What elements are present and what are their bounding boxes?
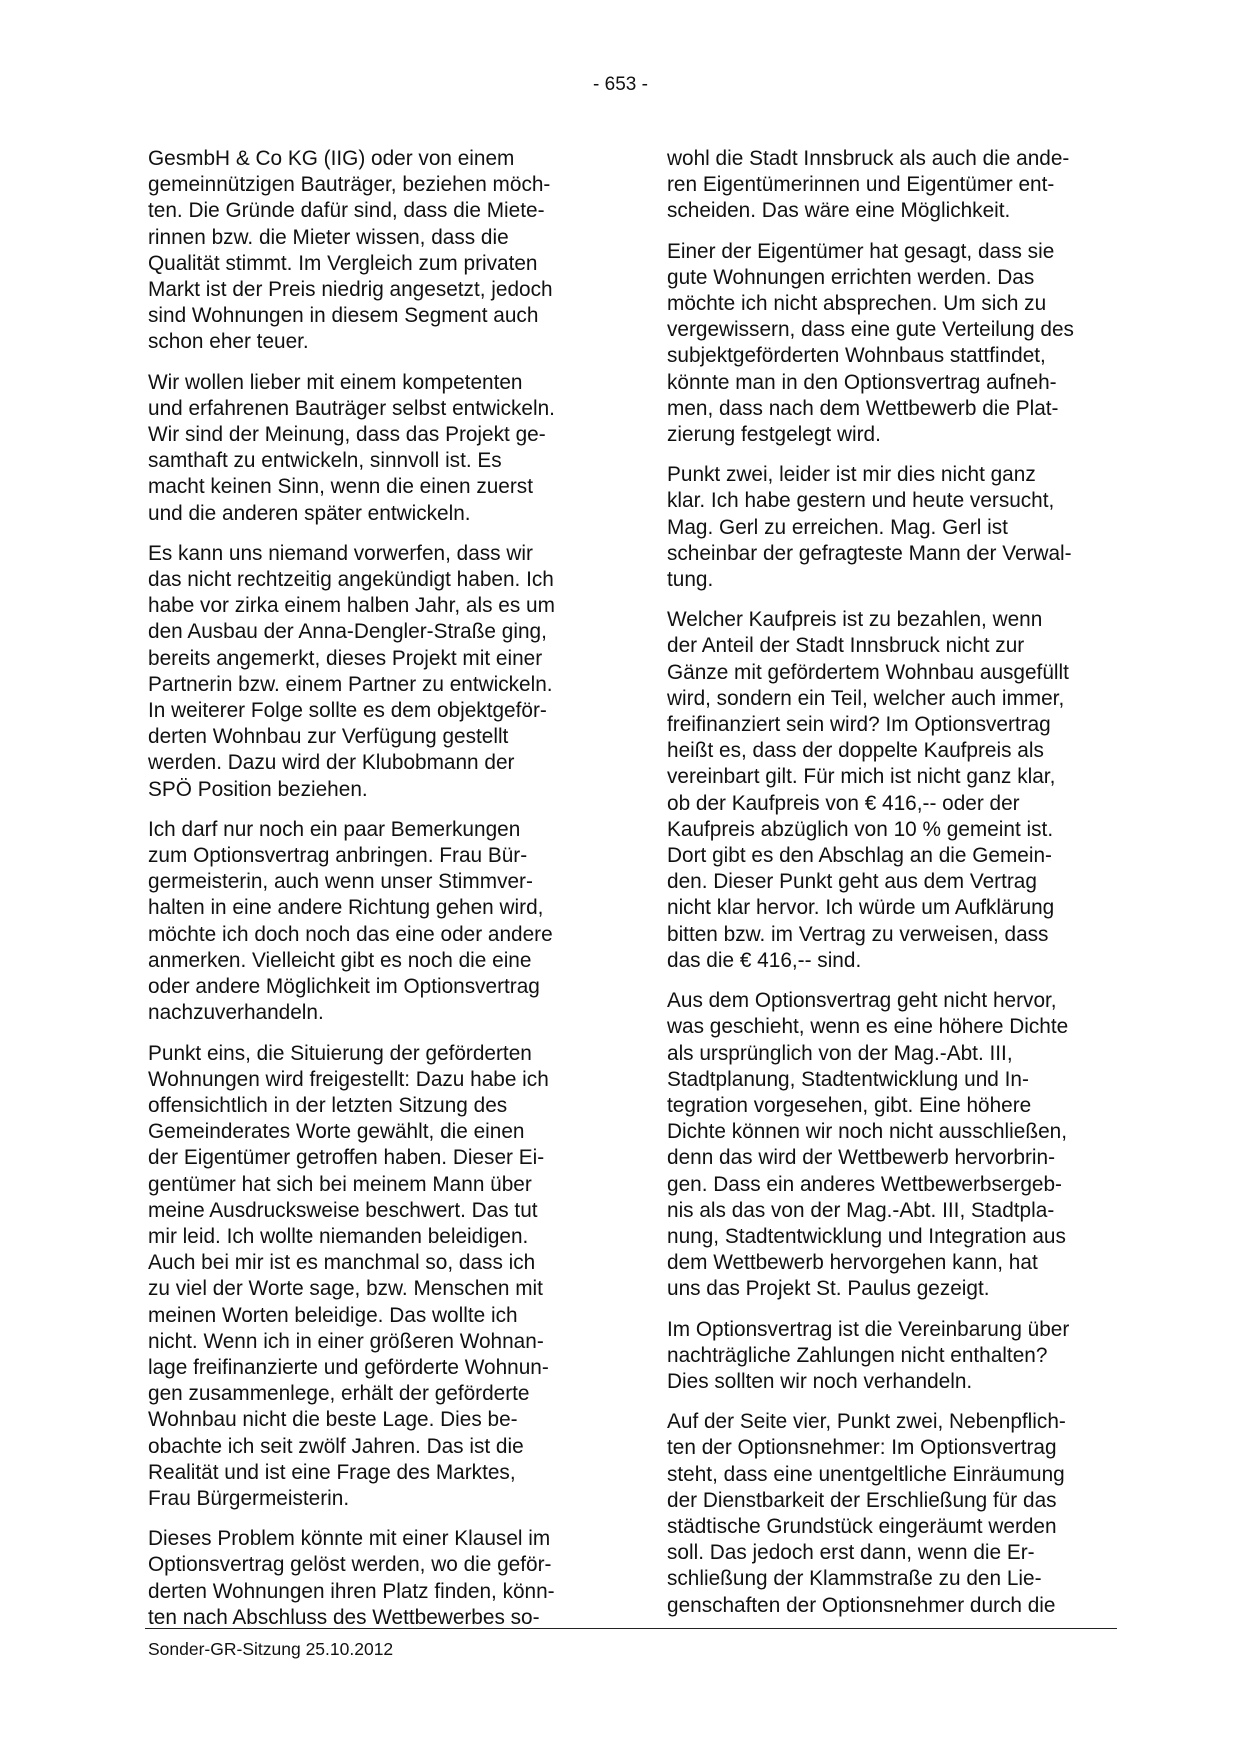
page-number: - 653 - (593, 74, 648, 95)
paragraph: wohl die Stadt Innsbruck als auch die ande- ren Eigentümerinnen und Eigentümer ent- scheiden. Das wäre eine Möglichkeit. (667, 147, 1070, 223)
paragraph: Im Optionsvertrag ist die Vereinbarung über nachträgliche Zahlungen nicht enthalten? Dies sollten wir noch verhandeln. (667, 1317, 1070, 1393)
paragraph: Auf der Seite vier, Punkt zwei, Nebenpflich- ten der Optionsnehmer: Im Optionsvertrag steht, dass eine unentgeltliche Einräumung der Dienstbarkeit der Erschließung für das städtische Grundstück eingeräumt werden soll. Das jedoch erst dann, wenn die Er- schließung der Klammstraße zu den Lie- genschaften der Optionsnehmer durch die (667, 1410, 1066, 1617)
paragraph: Es kann uns niemand vorwerfen, dass wir das nicht rechtzeitig angekündigt haben. Ich habe vor zirka einem halben Jahr, als es um den Ausbau der Anna-Dengler-Straße ging, bereits angemerkt, dieses Projekt mit einer Partnerin bzw. einem Partner zu entwickeln. In weiterer Folge sollte es dem objektgeför- derten Wohnbau zur Verfügung gestellt werden. Dazu wird der Klubobmann der SPÖ Position beziehen. (148, 541, 555, 801)
paragraph: Wir wollen lieber mit einem kompetenten und erfahrenen Bauträger selbst entwickeln. Wir sind der Meinung, dass das Projekt ge- samthaft zu entwickeln, sinnvoll ist. Es macht keinen Sinn, wenn die einen zuerst und die anderen später entwickeln. (148, 370, 555, 525)
paragraph: Punkt zwei, leider ist mir dies nicht ganz klar. Ich habe gestern und heute versucht, Mag. Gerl zu erreichen. Mag. Gerl ist scheinbar der gefragteste Mann der Verwal- tung. (667, 463, 1072, 592)
footer-divider (145, 1628, 1117, 1629)
paragraph: Ich darf nur noch ein paar Bemerkungen zum Optionsvertrag anbringen. Frau Bür- germeisterin, auch wenn unser Stimmver- halten in eine andere Richtung gehen wird, möchte ich doch noch das eine oder andere anmerken. Vielleicht gibt es noch die eine oder andere Möglichkeit im Optionsvertrag nachzuverhandeln. (148, 817, 553, 1025)
right-column (667, 146, 1129, 1619)
paragraph: Punkt eins, die Situierung der geförderten Wohnungen wird freigestellt: Dazu habe ich offensichtlich in der letzten Sitzung des Gemeinderates Worte gewählt, die einen der Eigentümer getroffen haben. Dieser Ei- gentümer hat sich bei meinem Mann über meine Ausdrucksweise beschwert. Das tut mir leid. Ich wollte niemanden beleidigen. Auch bei mir ist es manchmal so, dass ich zu viel der Worte sage, bzw. Menschen mit meinen Worten beleidige. Das wollte ich nicht. Wenn ich in einer größeren Wohnan- lage freifinanzierte und geförderte Wohnun- gen zusammenlege, erhält der geförderte Wohnbau nicht die beste Lage. Dies be- obachte ich seit zwölf Jahren. Das ist die Realität und ist eine Frage des Marktes, Frau Bürgermeisterin. (148, 1041, 549, 1510)
footer-session-label: Sonder-GR-Sitzung 25.10.2012 (148, 1639, 394, 1659)
paragraph: Aus dem Optionsvertrag geht nicht hervor, was geschieht, wenn es eine höhere Dichte als ursprünglich von der Mag.-Abt. III, Stadtplanung, Stadtentwicklung und In- tegration vorgesehen, gibt. Eine höhere Dichte können wir noch nicht ausschließen, denn das wird der Wettbewerb hervorbrin- gen. Dass ein anderes Wettbewerbsergeb- nis als das von der Mag.-Abt. III, Stadtpla- nung, Stadtentwicklung und Integration aus dem Wettbewerb hervorgehen kann, hat uns das Projekt St. Paulus gezeigt. (667, 989, 1069, 1301)
paragraph: Einer der Eigentümer hat gesagt, dass sie gute Wohnungen errichten werden. Das möchte ich nicht absprechen. Um sich zu vergewissern, dass eine gute Verteilung des subjektgeförderten Wohnbaus stattfindet, könnte man in den Optionsvertrag aufneh- men, dass nach dem Wettbewerb die Plat- zierung festgelegt wird. (667, 239, 1074, 447)
left-column (148, 146, 608, 1631)
paragraph: GesmbH & Co KG (IIG) oder von einem gemeinnützigen Bauträger, beziehen möch- ten. Die Gründe dafür sind, dass die Miete- rinnen bzw. die Mieter wissen, dass die Qualität stimmt. Im Vergleich zum privaten Markt ist der Preis niedrig angesetzt, jedoch sind Wohnungen in diesem Segment auch schon eher teuer. (148, 147, 553, 354)
paragraph: Welcher Kaufpreis ist zu bezahlen, wenn der Anteil der Stadt Innsbruck nicht zur Gänze mit gefördertem Wohnbau ausgefüllt wird, sondern ein Teil, welcher auch immer, freifinanziert sein wird? Im Optionsvertrag heißt es, dass der doppelte Kaufpreis als vereinbart gilt. Für mich ist nicht ganz klar, ob der Kaufpreis von € 416,-- oder der Kaufpreis abzüglich von 10 % gemeint ist. Dort gibt es den Abschlag an die Gemein- den. Dieser Punkt geht aus dem Vertrag nicht klar hervor. Ich würde um Aufklärung bitten bzw. im Vertrag zu verweisen, dass das die € 416,-- sind. (667, 608, 1069, 972)
paragraph: Dieses Problem könnte mit einer Klausel im Optionsvertrag gelöst werden, wo die geför- derten Wohnungen ihren Platz finden, könn- ten nach Abschluss des Wettbewerbes so- (148, 1527, 555, 1629)
